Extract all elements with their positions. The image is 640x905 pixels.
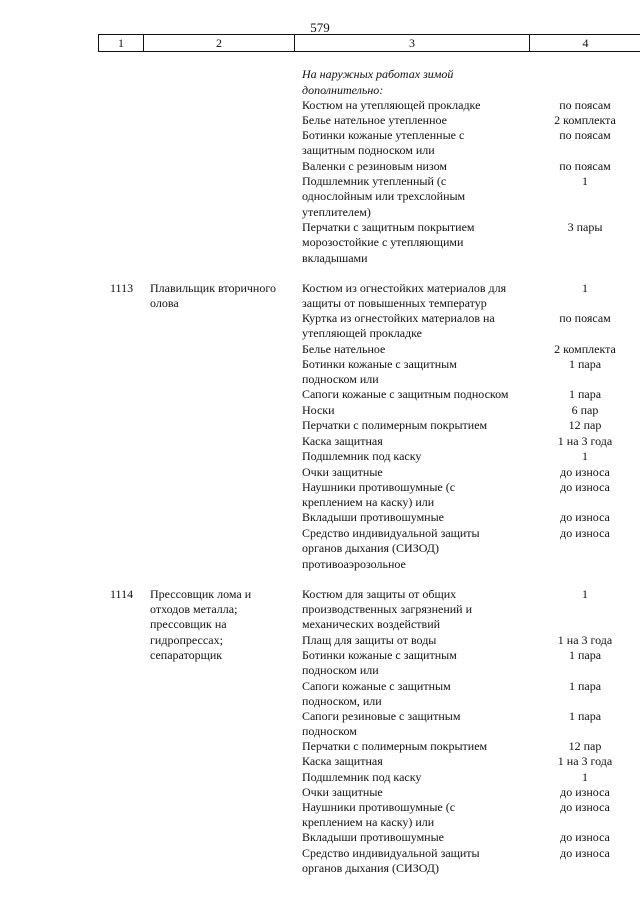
page-number: 579: [310, 20, 330, 35]
item-qty: 1 на 3 года: [557, 434, 613, 448]
item-name: Перчатки с защитным покрытием: [302, 220, 475, 234]
item-qty: 1: [582, 449, 588, 463]
item-name: Каска защитная: [302, 754, 383, 768]
profession-name-cont: отходов металла;: [150, 602, 238, 616]
entry-code: 1114: [110, 587, 134, 601]
item-qty: 1: [582, 770, 588, 784]
item-name: Ботинки кожаные с защитным: [302, 357, 457, 371]
item-qty: 1 пара: [568, 648, 602, 662]
header-col-1: 1: [118, 36, 124, 50]
item-qty: 6 пар: [571, 403, 599, 417]
item-name: Средство индивидуальной защиты: [302, 846, 480, 860]
item-name: Белье нательное утепленное: [302, 113, 447, 127]
item-qty: 1 на 3 года: [557, 754, 613, 768]
item-qty: по поясам: [559, 128, 611, 142]
item-name: Ботинки кожаные утепленные с: [302, 128, 465, 142]
item-qty: 2 комплекта: [554, 342, 616, 356]
item-name-cont: утеплителем): [302, 205, 371, 219]
item-name: Средство индивидуальной защиты: [302, 526, 480, 540]
table-header: [98, 34, 640, 52]
profession-name-cont: сепараторщик: [150, 648, 223, 662]
item-qty: 12 пар: [568, 418, 602, 432]
profession-name: Плавильщик вторичного: [150, 281, 276, 295]
item-name: Белье нательное: [302, 342, 386, 356]
profession-name-cont: прессовщик на: [150, 617, 227, 631]
item-name-cont: подноском, или: [302, 694, 382, 708]
item-qty: по поясам: [559, 159, 611, 173]
profession-name-cont: олова: [150, 296, 179, 310]
item-qty: 1 пара: [568, 709, 602, 723]
item-name-cont: подноском: [302, 724, 357, 738]
item-name: Вкладыши противошумные: [302, 830, 444, 844]
item-name: Наушники противошумные (с: [302, 800, 456, 814]
item-name-cont: однослойным или трехслойным: [302, 189, 466, 203]
item-name: Вкладыши противошумные: [302, 510, 444, 524]
item-name: Плащ для защиты от воды: [302, 633, 437, 647]
item-name-cont: подноском или: [302, 663, 379, 677]
item-name: Куртка из огнестойких материалов на: [302, 311, 495, 325]
item-qty: до износа: [560, 800, 610, 814]
item-name-cont: механических воздействий: [302, 617, 441, 631]
item-name: Сапоги резиновые с защитным: [302, 709, 461, 723]
item-name: Сапоги кожаные с защитным: [302, 679, 451, 693]
item-name: Очки защитные: [302, 465, 383, 479]
item-qty: 1 пара: [568, 679, 602, 693]
winter-note-line-1: На наружных работах зимой: [302, 67, 454, 81]
header-col-4: 4: [582, 36, 589, 50]
item-qty: до износа: [560, 480, 610, 494]
item-qty: по поясам: [559, 311, 611, 325]
item-qty: до износа: [560, 526, 610, 540]
item-name: Носки: [302, 403, 335, 417]
item-qty: 1 на 3 года: [557, 633, 613, 647]
item-qty: по поясам: [559, 98, 611, 112]
profession-name: Прессовщик лома и: [150, 587, 252, 601]
item-qty: до износа: [560, 785, 610, 799]
item-name: Подшлемник утепленный (с: [302, 174, 447, 188]
item-qty: до износа: [560, 465, 610, 479]
entry-code: 1113: [110, 281, 134, 295]
item-qty: 1 пара: [568, 357, 602, 371]
item-qty: 3 пары: [567, 220, 603, 234]
item-name: Костюм для защиты от общих: [302, 587, 457, 601]
item-qty: 1 пара: [568, 387, 602, 401]
item-name-cont: морозостойкие с утепляющими: [302, 235, 464, 249]
item-name-cont: защитным подноском или: [302, 143, 435, 157]
item-name: Валенки с резиновым низом: [302, 159, 448, 173]
item-name: Очки защитные: [302, 785, 383, 799]
item-name: Каска защитная: [302, 434, 383, 448]
item-qty: 1: [582, 281, 588, 295]
item-name-cont: производственных загрязнений и: [302, 602, 473, 616]
item-qty: 2 комплекта: [554, 113, 616, 127]
header-col-2: 2: [216, 36, 222, 50]
item-name: Сапоги кожаные с защитным подноском: [302, 387, 509, 401]
item-name-cont: креплением на каску) или: [302, 495, 435, 509]
item-qty: 1: [582, 174, 588, 188]
item-name: Перчатки с полимерным покрытием: [302, 739, 488, 753]
item-name-cont: защиты от повышенных температур: [302, 296, 487, 310]
header-col-3: 3: [409, 36, 415, 50]
item-qty: до износа: [560, 510, 610, 524]
item-name: Ботинки кожаные с защитным: [302, 648, 457, 662]
item-name: Костюм из огнестойких материалов для: [302, 281, 507, 295]
item-name-cont: утепляющей прокладке: [302, 326, 422, 340]
item-name-cont: подноском или: [302, 372, 379, 386]
item-qty: до износа: [560, 830, 610, 844]
item-name-cont: противоаэрозольное: [302, 557, 406, 571]
item-name: Перчатки с полимерным покрытием: [302, 418, 488, 432]
item-qty: 12 пар: [568, 739, 602, 753]
winter-note-line-2: дополнительно:: [302, 83, 384, 97]
profession-name-cont: гидропрессах;: [150, 633, 223, 647]
item-qty: 1: [582, 587, 588, 601]
item-name-cont: органов дыхания (СИЗОД): [302, 541, 439, 555]
item-name-cont: органов дыхания (СИЗОД): [302, 861, 439, 875]
item-name-cont: вкладышами: [302, 251, 368, 265]
item-qty: до износа: [560, 846, 610, 860]
item-name-cont: креплением на каску) или: [302, 815, 435, 829]
item-name: Наушники противошумные (с: [302, 480, 456, 494]
item-name: Подшлемник под каску: [302, 449, 422, 463]
item-name: Костюм на утепляющей прокладке: [302, 98, 481, 112]
item-name: Подшлемник под каску: [302, 770, 422, 784]
